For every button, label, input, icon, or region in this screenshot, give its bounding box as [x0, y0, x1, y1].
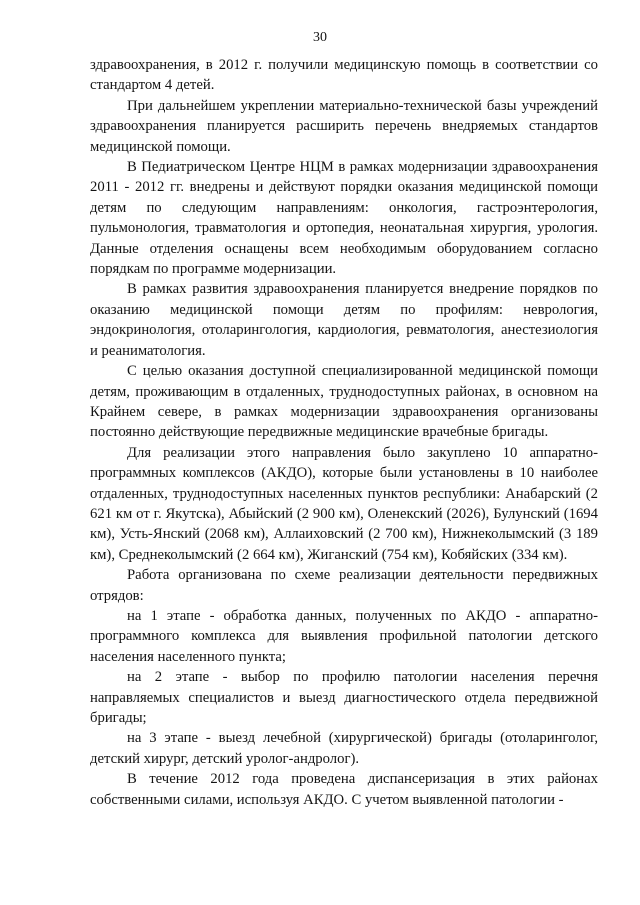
- paragraph-pediatric-center: В Педиатрическом Центре НЦМ в рамках модернизации здравоохранения 2011 - 2012 гг. внедрены и действуют порядки оказания медицинской помощи детям по следующим направлениям: онкология, гастроэнтерология, пульмонология, травматология и ортопедия, неонатальная хирургия, урология. Данные отделения оснащены всем необходимым оборудованием согласно порядкам по программе модернизации.: [90, 159, 598, 278]
- paragraph-dispensary-2012: В течение 2012 года проведена диспансеризация в этих районах собственными силами, используя АКДО. С учетом выявленной патологии -: [90, 771, 598, 808]
- paragraph-akdo-complexes: Для реализации этого направления было закуплено 10 аппаратно-программных комплексов (АКДО), которые были установлены в 10 наиболее отдаленных, труднодоступных населенных пунктов республики: Анабарский (2 621 км от г. Якутска), Абыйский (2 900 км), Оленекский (2026), Булунский (1694 км), Усть-Янский (2068 км), Аллаиховский (2 700 км), Нижнеколымский (3 189 км), Среднеколымский (2 664 км), Жиганский (754 км), Кобяйских (334 км).: [90, 444, 598, 563]
- paragraph-mobile-brigades: С целью оказания доступной специализированной медицинской помощи детям, проживающим в отдаленных, труднодоступных районах, в основном на Крайнем севере, в рамках модернизации здравоохранения организованы постоянно действующие передвижные медицинские врачебные бригады.: [90, 363, 598, 441]
- paragraph-continuation: здравоохранения, в 2012 г. получили медицинскую помощь в соответствии со стандартом 4 детей.: [90, 57, 598, 94]
- body-text: [90, 55, 598, 810]
- paragraph-stage-3: на 3 этапе - выезд лечебной (хирургической) бригады (отоларинголог, детский хирург, детский уролог-андролог).: [90, 730, 598, 767]
- paragraph-planned-procedures: В рамках развития здравоохранения планируется внедрение порядков по оказанию медицинской помощи детям по профилям: неврология, эндокринология, отоларингология, кардиология, ревматология, анестезиология и реаниматология.: [90, 281, 598, 359]
- paragraph-stage-2: на 2 этапе - выбор по профилю патологии населения перечня направляемых специалистов и выезд диагностического отдела передвижной бригады;: [90, 669, 598, 726]
- paragraph-work-scheme: Работа организована по схеме реализации деятельности передвижных отрядов:: [90, 567, 598, 604]
- paragraph-stage-1: на 1 этапе - обработка данных, полученных по АКДО - аппаратно-программного комплекса для выявления профильной патологии детского населения населенного пункта;: [90, 607, 598, 665]
- page-number: 30: [313, 30, 327, 45]
- paragraph-standards-expansion: При дальнейшем укреплении материально-технической базы учреждений здравоохранения планируется расширить перечень внедряемых стандартов медицинской помощи.: [90, 97, 598, 155]
